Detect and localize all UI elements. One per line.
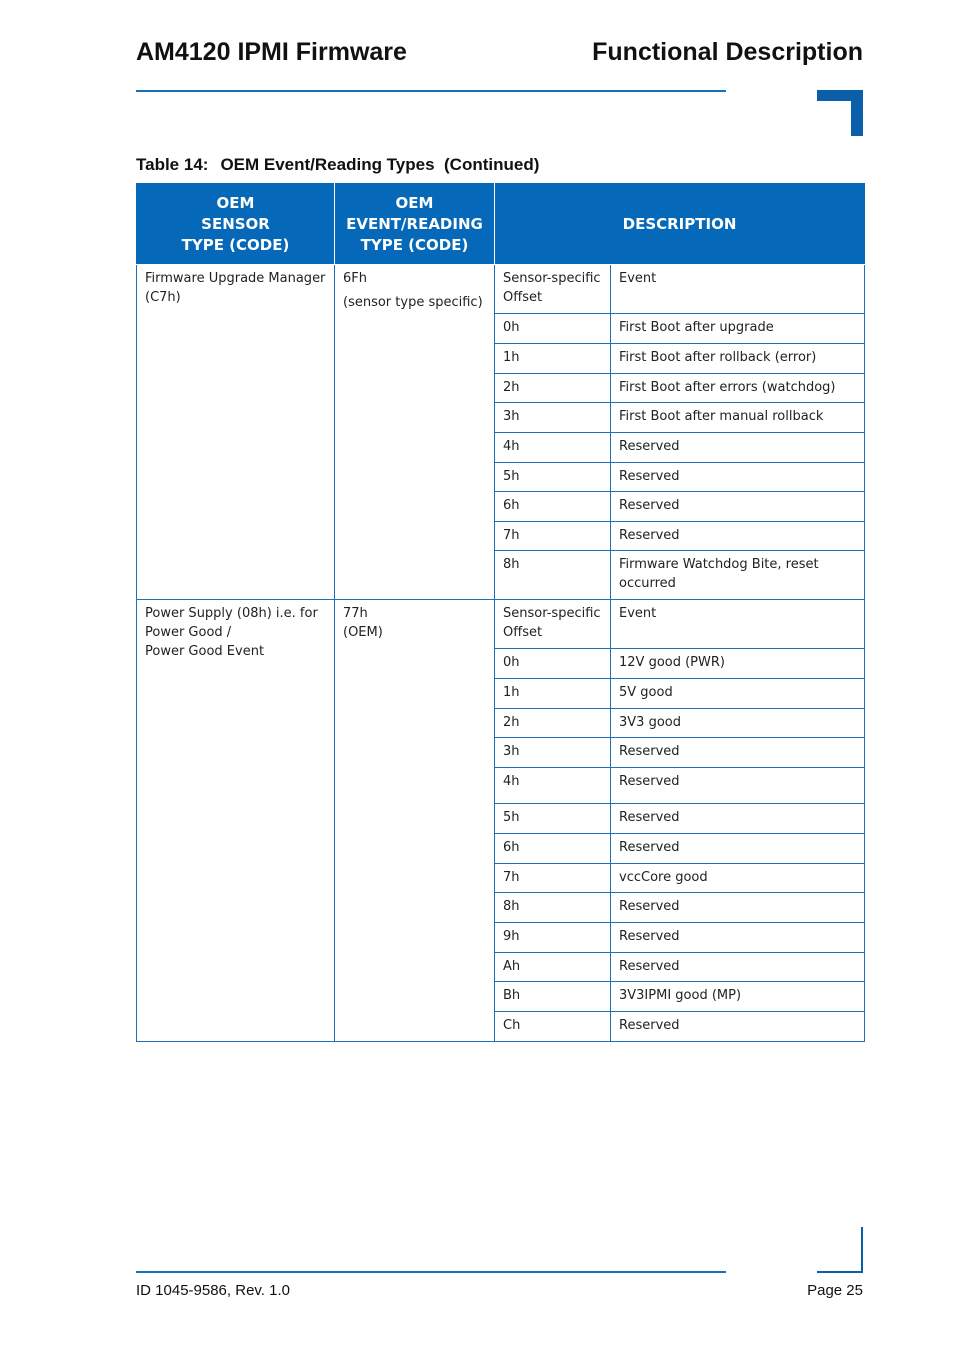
offset-cell: Bh [495,982,611,1012]
sensor-type-line: Power Good / [145,625,232,640]
offset-cell: Ah [495,953,611,982]
document-id: ID 1045-9586, Rev. 1.0 [136,1282,290,1299]
event-cell: Reserved [611,433,865,463]
event-type-code: 6Fh [343,271,367,286]
table-caption-label: Table 14: [136,155,209,174]
event-cell: Firmware Watchdog Bite, reset occurred [611,551,865,600]
header-oem-event-reading-type [335,184,495,265]
event-cell: First Boot after manual rollback [611,403,865,433]
offset-cell: Sensor-specific Offset [495,600,611,649]
header-line: OEM [216,193,255,212]
event-cell: 3V3IPMI good (MP) [611,982,865,1012]
sensor-type-line: Power Supply (08h) i.e. for [145,606,318,621]
header-line: TYPE (CODE) [181,235,290,254]
chapter-title: Functional Description [592,38,863,66]
offset-cell: 4h [495,768,611,804]
offset-cell: 8h [495,551,611,600]
event-cell: First Boot after errors (watchdog) [611,374,865,403]
corner-mark-bottom [817,1227,863,1273]
offset-cell: 4h [495,433,611,463]
offset-cell: Ch [495,1012,611,1042]
event-cell: Reserved [611,893,865,923]
sensor-type-line: (C7h) [145,290,181,305]
event-cell: vccCore good [611,864,865,893]
offset-cell: 6h [495,834,611,864]
corner-mark-top [817,90,863,136]
table-caption [136,155,539,175]
event-cell: First Boot after upgrade [611,314,865,344]
event-cell: Reserved [611,492,865,522]
event-cell: Reserved [611,463,865,492]
header-line: OEM [395,193,434,212]
footer-rule [136,1271,726,1273]
header-oem-sensor-type [137,184,335,265]
offset-cell: 1h [495,679,611,709]
event-type-code: 77h [343,606,368,621]
offset-cell: 9h [495,923,611,953]
oem-event-table [136,183,865,1042]
event-cell: 12V good (PWR) [611,649,865,679]
event-cell: Event [611,265,865,314]
event-type-note: (OEM) [343,625,383,640]
event-cell: Event [611,600,865,649]
header-description: DESCRIPTION [495,184,865,265]
header-rule [136,90,726,92]
offset-cell: 8h [495,893,611,923]
event-cell: Reserved [611,834,865,864]
event-cell: Reserved [611,522,865,551]
table-header-row [137,184,865,265]
offset-cell: 3h [495,403,611,433]
offset-cell: 2h [495,709,611,738]
sensor-type-line: Firmware Upgrade Manager [145,271,326,286]
event-cell: Reserved [611,804,865,834]
event-type-cell [335,600,495,1042]
event-cell: Reserved [611,738,865,768]
header-line: SENSOR [201,214,270,233]
document-title: AM4120 IPMI Firmware [136,38,407,66]
table-row [137,600,865,649]
offset-cell: 5h [495,804,611,834]
event-cell: 5V good [611,679,865,709]
event-cell: Reserved [611,768,865,804]
event-cell: Reserved [611,1012,865,1042]
offset-cell: Sensor-specific Offset [495,265,611,314]
event-cell: Reserved [611,953,865,982]
offset-cell: 5h [495,463,611,492]
event-cell: 3V3 good [611,709,865,738]
offset-cell: 6h [495,492,611,522]
offset-cell: 7h [495,864,611,893]
event-type-cell [335,265,495,600]
table-caption-title: OEM Event/Reading Types (Continued) [220,155,540,174]
event-type-note: (sensor type specific) [343,295,483,310]
offset-cell: 3h [495,738,611,768]
offset-cell: 0h [495,314,611,344]
page-number: Page 25 [807,1282,863,1299]
header-line: EVENT/READING [346,214,483,233]
sensor-type-line: Power Good Event [145,644,265,659]
event-cell: Reserved [611,923,865,953]
offset-cell: 0h [495,649,611,679]
sensor-type-cell [137,600,335,1042]
event-cell: First Boot after rollback (error) [611,344,865,374]
offset-cell: 1h [495,344,611,374]
header-line: TYPE (CODE) [360,235,469,254]
offset-cell: 7h [495,522,611,551]
table-row [137,265,865,314]
sensor-type-cell [137,265,335,600]
offset-cell: 2h [495,374,611,403]
